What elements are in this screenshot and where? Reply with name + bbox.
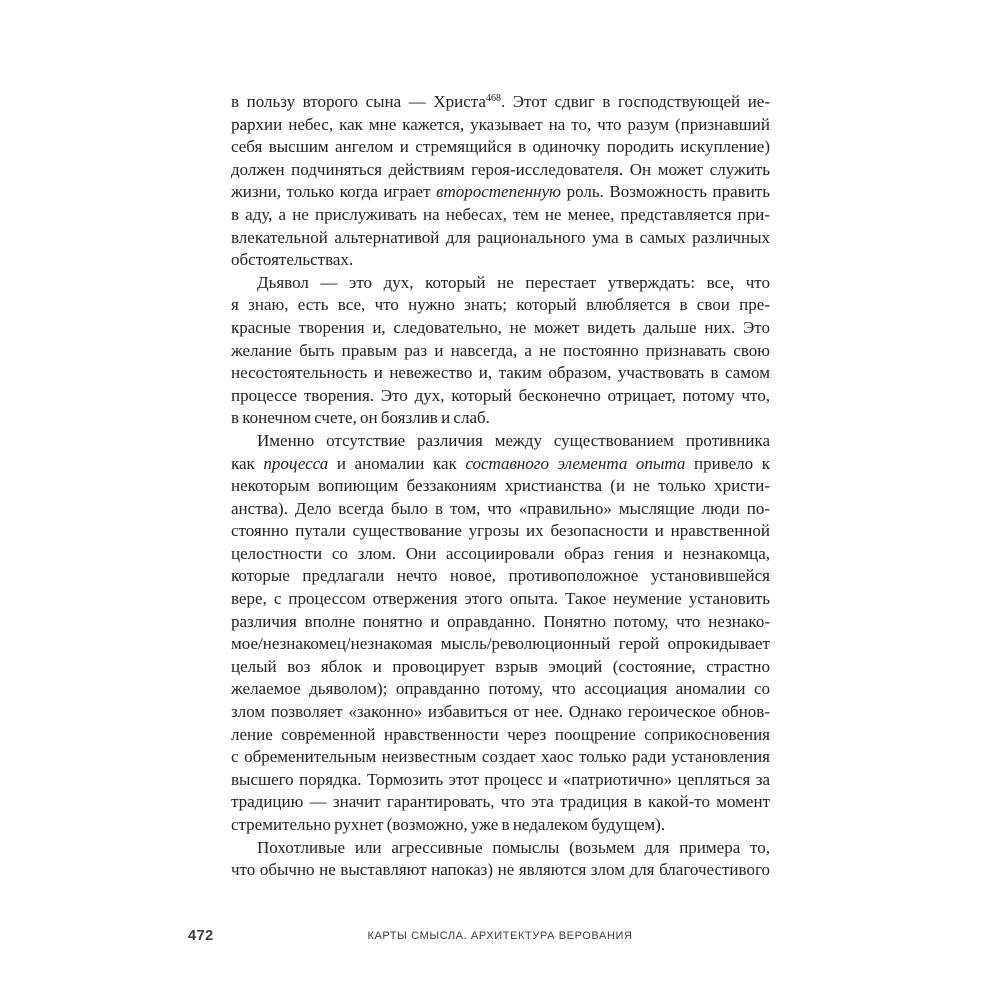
paragraph — [231, 430, 770, 837]
footnote-ref: 468 — [485, 93, 501, 104]
text-line — [231, 181, 770, 204]
text-line — [231, 317, 770, 340]
text-line — [231, 678, 770, 701]
text-segment: целостности со злом. Они ассоциировали образ гения и незнакомца, — [231, 543, 770, 563]
text-segment: желаемое дьяволом); оправданно потому, что ассоциация аномалии со — [231, 679, 770, 699]
text-line — [231, 837, 770, 860]
text-segment: и аномалии как — [328, 453, 466, 473]
text-segment: привело к — [685, 453, 770, 473]
text-segment: в пользу второго сына — Христа — [231, 92, 486, 111]
text-line — [231, 430, 770, 453]
text-line — [231, 385, 770, 408]
text-line — [231, 791, 770, 814]
text-segment: Именно отсутствие различия между существованием противника — [257, 430, 770, 450]
text-line — [231, 114, 770, 137]
running-title: КАРТЫ СМЫСЛА. АРХИТЕКТУРА ВЕРОВАНИЯ — [367, 930, 633, 942]
text-segment: влекательной альтернативой для рационального ума в самых различных — [231, 227, 770, 247]
text-segment: вере, с процессом отвержения этого опыта. Такое неумение установить — [231, 589, 770, 609]
text-line — [231, 340, 770, 363]
page-footer — [0, 928, 1000, 948]
text-segment: роль. Возможность править — [561, 182, 770, 202]
text-line — [231, 498, 770, 521]
text-line — [231, 859, 770, 882]
text-segment: в аду, а не прислуживать на небесах, тем не менее, представляется при- — [231, 204, 770, 224]
text-line — [231, 91, 770, 114]
text-segment: как — [231, 453, 264, 473]
text-line — [231, 475, 770, 498]
text-segment: Дьявол — это дух, который не перестает утверждать: все, что — [257, 272, 770, 292]
text-segment: которые предлагали нечто новое, противоположное установившейся — [231, 566, 770, 586]
text-segment: должен подчиняться действиям героя-исследователя. Он может служить — [231, 159, 770, 179]
page-number: 472 — [188, 928, 214, 944]
text-segment: стремительно рухнет (возможно, уже в недалеком будущем). — [231, 815, 666, 834]
text-segment: я знаю, есть все, что нужно знать; который влюбляется в свои пре- — [231, 295, 770, 315]
text-line — [231, 520, 770, 543]
text-line — [231, 407, 770, 430]
paragraph — [231, 272, 770, 430]
text-line — [231, 724, 770, 747]
text-segment: жизни, только когда играет — [231, 182, 437, 202]
text-segment: традицию — значит гарантировать, что эта традиция в какой-то момент — [231, 792, 770, 812]
text-segment: целый воз яблок и провоцирует взрыв эмоций (состояние, страстно — [231, 656, 770, 676]
text-segment: рархии небес, как мне кажется, указывает на то, что разум (признавший — [231, 114, 770, 134]
text-line — [231, 543, 770, 566]
text-line — [231, 814, 770, 837]
text-segment: желание быть правым раз и навсегда, а не постоянно признавать свою — [231, 340, 770, 360]
text-segment: некоторым вопиющим беззакониям христианства (и не только христи- — [231, 476, 770, 496]
paragraph — [231, 837, 770, 882]
text-line — [231, 294, 770, 317]
paragraph — [231, 91, 770, 272]
text-line — [231, 249, 770, 272]
text-segment: различия вполне понятно и оправданно. Понятно потому, что незнако- — [231, 611, 770, 631]
text-segment: несостоятельность и невежество и, таким образом, участвовать в самом — [231, 363, 770, 383]
text-line — [231, 611, 770, 634]
text-segment: себя высшим ангелом и стремящийся в одиночку породить искупление) — [231, 137, 770, 157]
text-segment: . Этот сдвиг в господствующей ие- — [500, 92, 770, 111]
italic-text: второстепенную — [436, 182, 562, 202]
text-segment: мое/незнакомец/незнакомая мысль/революционный герой опрокидывает — [231, 634, 770, 654]
italic-text: составного элемента опыта — [465, 453, 686, 473]
text-segment: что обычно не выставляют напоказ) не являются злом для благочестивого — [231, 860, 770, 880]
text-line — [231, 656, 770, 679]
text-line — [231, 136, 770, 159]
text-segment: в конечном счете, он боязлив и слаб. — [231, 408, 490, 428]
text-line — [231, 769, 770, 792]
page-text — [231, 91, 770, 882]
text-segment: злом позволяет «законно» избавиться от нее. Однако героическое обнов- — [231, 702, 770, 722]
text-line — [231, 204, 770, 227]
text-line — [231, 453, 770, 476]
text-line — [231, 633, 770, 656]
text-line — [231, 159, 770, 182]
text-segment: обстоятельствах. — [231, 250, 354, 270]
text-segment: стоянно путали существование угрозы их безопасности и нравственной — [231, 521, 770, 541]
text-segment: красные творения и, следовательно, не может видеть дальше них. Это — [231, 317, 770, 337]
text-line — [231, 746, 770, 769]
text-segment: анства). Дело всегда было в том, что «правильно» мыслящие люди по- — [231, 498, 770, 518]
text-line — [231, 362, 770, 385]
italic-text: процесса — [263, 453, 329, 473]
text-line — [231, 272, 770, 295]
text-line — [231, 565, 770, 588]
text-line — [231, 227, 770, 250]
text-segment: ление современной нравственности через поощрение соприкосновения — [231, 724, 770, 744]
text-segment: высшего порядка. Тормозить этот процесс и «патриотично» цепляться за — [231, 769, 770, 789]
text-line — [231, 701, 770, 724]
text-line — [231, 588, 770, 611]
text-segment: Похотливые или агрессивные помыслы (возьмем для примера то, — [257, 837, 770, 857]
text-segment: с обременительным неизвестным создает хаос только ради установления — [231, 747, 770, 767]
text-segment: процессе творения. Это дух, который бесконечно отрицает, потому что, — [231, 385, 770, 405]
